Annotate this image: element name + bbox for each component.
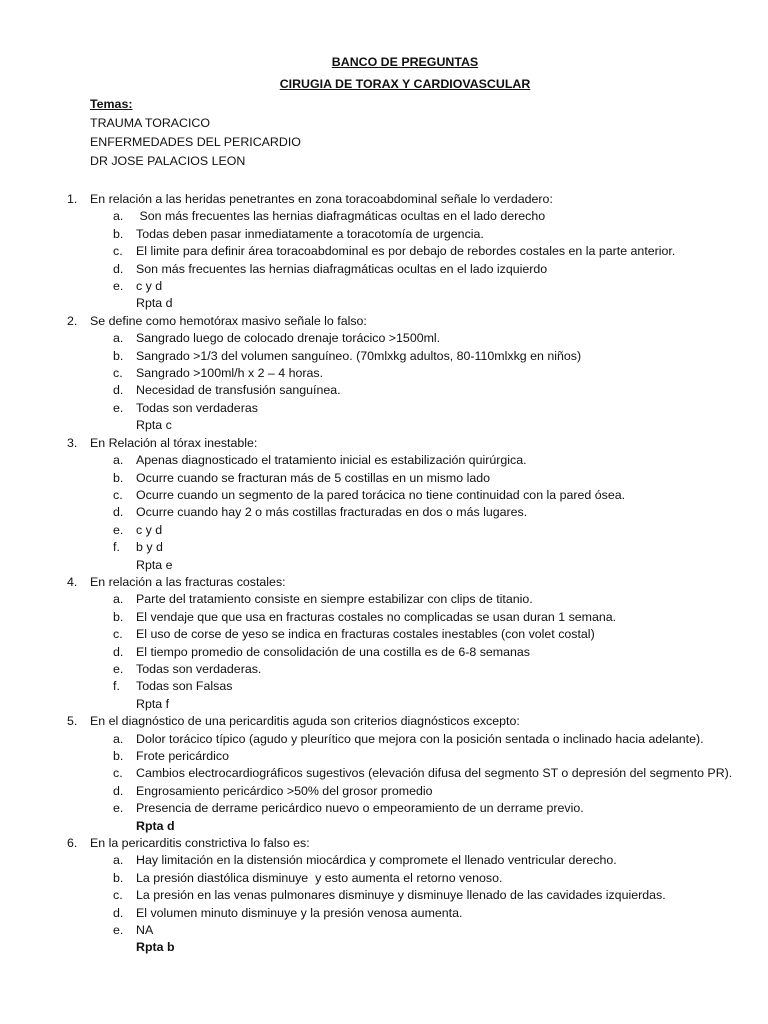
option-letter: e. [113,923,124,938]
option-text: Frote pericárdico [136,749,229,763]
question-item [0,191,768,313]
question-text: En la pericarditis constrictiva lo falso es: [90,836,310,851]
option-text: Son más frecuentes las hernias diafragmáticas ocultas en el lado derecho [136,209,546,224]
answer-option [0,452,768,469]
option-text: El volumen minuto disminuye y la presión venosa aumenta. [136,905,463,920]
option-letter: a. [113,331,124,346]
answer-option [0,261,768,278]
temas-heading: Temas: [90,97,133,111]
option-text: b y d [136,540,163,555]
answer-option [0,678,768,695]
question-text: Se define como hemotórax masivo señale lo falso: [90,313,367,328]
answer-option [0,470,768,487]
option-text: Apenas diagnosticado el tratamiento inicial es estabilización quirúrgica. [136,453,527,468]
option-text: Todas son verdaderas. [136,661,262,676]
option-text: Ocurre cuando se fracturan más de 5 costillas en un mismo lado [136,470,490,485]
question-item [0,574,768,713]
question-text: En Relación al tórax inestable: [90,435,258,450]
question-stem [0,313,768,330]
option-letter: c. [113,888,123,903]
option-letter: b. [113,348,124,363]
answer-option [0,626,768,643]
option-letter: b. [113,470,124,485]
option-text: El limite para definir área toracoabdominal es por debajo de rebordes costales en la parte anterior. [136,244,676,259]
option-letter: c. [113,244,123,259]
answer-option [0,400,768,417]
option-letter: a. [113,592,124,607]
question-stem [0,191,768,208]
question-number: 4. [67,574,78,589]
question-number: 1. [67,192,78,206]
option-text: Parte del tratamiento consiste en siempre estabilizar con clips de titanio. [136,592,533,607]
answer-option [0,609,768,626]
option-letter: f. [113,679,120,694]
answer-option [0,748,768,765]
option-letter: c. [113,366,123,381]
question-list [0,191,768,957]
answer-option [0,487,768,504]
option-text: El tiempo promedio de consolidación de una costilla es de 6-8 semanas [136,644,530,659]
option-text: Todas deben pasar inmediatamente a toracotomía de urgencia. [136,226,484,241]
answer-option [0,765,768,782]
tema-item: ENFERMEDADES DEL PERICARDIO [90,135,301,149]
answer-option [0,783,768,800]
answer-option [0,539,768,556]
question-text: En relación a las heridas penetrantes en zona toracoabdominal señale lo verdadero: [90,192,553,206]
option-letter: a. [113,453,124,468]
answer-option [0,644,768,661]
answer-option [0,800,768,817]
question-number: 6. [67,836,78,851]
question-stem [0,435,768,452]
option-letter: b. [113,870,124,885]
question-stem [0,574,768,591]
question-item [0,835,768,957]
answer-key: Rpta d [136,296,173,311]
answer-option [0,278,768,295]
question-item [0,435,768,574]
option-letter: d. [113,644,124,659]
answer-option [0,330,768,347]
option-text: Dolor torácico típico (agudo y pleurítico que mejora con la posición sentada o inclinado hacia adelante). [136,731,704,746]
answer-key: Rpta c [136,418,172,433]
answer-option [0,887,768,904]
option-letter: d. [113,261,124,276]
option-letter: e. [113,522,124,537]
answer-key: Rpta b [136,940,175,955]
answer-key: Rpta f [136,696,170,711]
tema-item: DR JOSE PALACIOS LEON [90,154,246,168]
option-letter: d. [113,905,124,920]
answer-option [0,870,768,887]
option-text: Todas son Falsas [136,679,233,694]
option-letter: c. [113,487,123,502]
question-text: En el diagnóstico de una pericarditis aguda son criterios diagnósticos excepto: [90,714,520,729]
answer-option [0,852,768,869]
option-letter: e. [113,279,124,294]
option-text: Engrosamiento pericárdico >50% del grosor promedio [136,783,433,798]
document-title: BANCO DE PREGUNTAS [331,55,479,69]
answer-option [0,905,768,922]
answer-option [0,226,768,243]
option-text: Presencia de derrame pericárdico nuevo o empeoramiento de un derrame previo. [136,801,584,816]
temas-block [90,95,301,171]
option-letter: f. [113,540,120,555]
option-text: Sangrado luego de colocado drenaje torácico >1500ml. [136,331,441,346]
answer-option [0,208,768,225]
answer-option [0,365,768,382]
option-letter: b. [113,749,124,763]
question-number: 3. [67,435,78,450]
option-letter: a. [113,209,124,224]
option-text: NA [136,923,154,938]
option-letter: c. [113,766,123,781]
option-letter: e. [113,801,124,816]
answer-option [0,382,768,399]
option-letter: b. [113,609,124,624]
option-text: La presión en las venas pulmonares disminuye y disminuye llenado de las cavidades izquierdas. [136,888,666,903]
answer-option [0,661,768,678]
answer-key: Rpta d [136,818,175,833]
option-letter: d. [113,505,124,520]
question-number: 2. [67,313,78,328]
question-text: En relación a las fracturas costales: [90,574,286,589]
option-text: c y d [136,279,163,294]
option-letter: e. [113,661,124,676]
option-letter: e. [113,400,124,415]
option-text: Son más frecuentes las hernias diafragmáticas ocultas en el lado izquierdo [136,261,548,276]
answer-option [0,348,768,365]
question-item [0,713,768,835]
option-text: Ocurre cuando un segmento de la pared torácica no tiene continuidad con la pared ósea. [136,487,626,502]
answer-option [0,591,768,608]
option-text: Necesidad de transfusión sanguínea. [136,383,341,398]
option-text: Sangrado >1/3 del volumen sanguíneo. (70mlxkg adultos, 80-110mlxkg en niños) [136,348,582,363]
option-text: Hay limitación en la distensión miocárdica y compromete el llenado ventricular derecho. [136,853,617,868]
option-text: El uso de corse de yeso se indica en fracturas costales inestables (con volet costal) [136,627,595,642]
answer-option [0,522,768,539]
answer-option [0,243,768,260]
option-text: Todas son verdaderas [136,400,258,415]
option-text: Cambios electrocardiográficos sugestivos (elevación difusa del segmento ST o depresión del segmento PR). [136,766,733,781]
question-stem [0,713,768,730]
option-letter: d. [113,783,124,798]
document-subtitle: CIRUGIA DE TORAX Y CARDIOVASCULAR [279,77,531,91]
answer-option [0,922,768,939]
answer-option [0,731,768,748]
option-text: c y d [136,522,163,537]
option-text: La presión diastólica disminuye y esto aumenta el retorno venoso. [136,870,503,885]
option-text: El vendaje que que usa en fracturas costales no complicadas se usan duran 1 semana. [136,609,617,624]
option-letter: a. [113,731,124,746]
question-item [0,313,768,435]
option-text: Ocurre cuando hay 2 o más costillas fracturadas en dos o más lugares. [136,505,528,520]
option-letter: c. [113,627,123,642]
answer-key: Rpta e [136,557,173,572]
option-letter: d. [113,383,124,398]
option-letter: a. [113,853,124,868]
question-number: 5. [67,714,78,729]
tema-item: TRAUMA TORACICO [90,116,211,130]
option-letter: b. [113,226,124,241]
answer-option [0,504,768,521]
question-stem [0,835,768,852]
option-text: Sangrado >100ml/h x 2 – 4 horas. [136,366,324,381]
